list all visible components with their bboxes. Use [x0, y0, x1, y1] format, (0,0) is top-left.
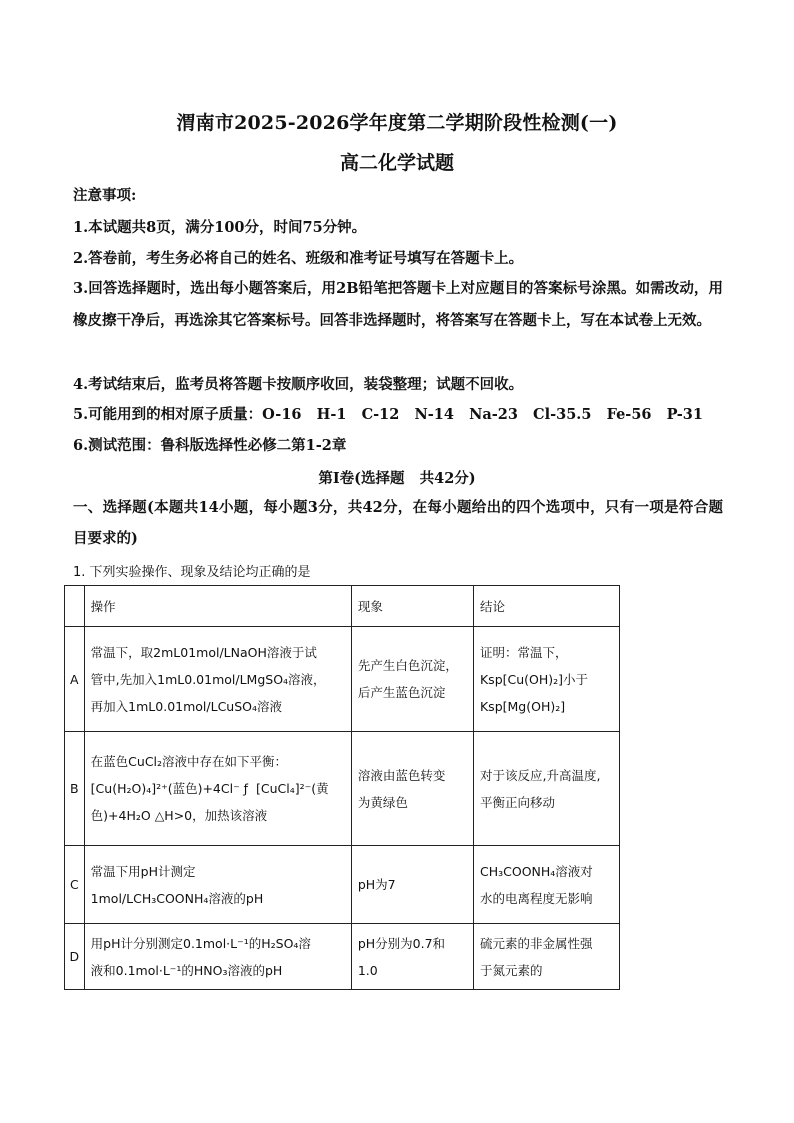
conclusion-cell: [473, 627, 619, 732]
phenomenon-line: 为黄绿色: [357, 794, 408, 810]
header-cell-operation: 操作: [84, 586, 351, 627]
operation-cell: [84, 846, 351, 924]
conclusion-line: 于氮元素的: [479, 962, 543, 978]
conclusion-cell: [473, 924, 619, 990]
operation-line: 1mol/LCH₃COONH₄溶液的pH: [90, 890, 264, 906]
option-label: C: [65, 846, 85, 924]
phenomenon-line: 后产生蓝色沉淀: [357, 685, 446, 700]
table-row: [65, 627, 620, 732]
notice-item-1: 1.本试题共8页，满分100分，时间75分钟。: [73, 219, 367, 236]
phenomenon-cell: [351, 924, 473, 990]
header-cell-option: [65, 586, 85, 627]
operation-line: 常温下，取2mL01mol/LNaOH溶液于试: [90, 644, 317, 660]
operation-line: [Cu(H₂O)₄]²⁺(蓝色)+4Cl⁻ ƒ [CuCl₄]²⁻(黄: [90, 781, 329, 796]
part-one-instructions: 一、选择题(本题共14小题，每小题3分，共42分，在每小题给出的四个选项中，只有一项是符合题目要求的): [73, 499, 723, 547]
table-row: [65, 924, 620, 990]
operation-cell: [84, 732, 351, 846]
phenomenon-cell: [351, 846, 473, 924]
phenomenon-line: pH分别为0.7和: [357, 935, 446, 951]
option-label: D: [65, 924, 85, 990]
conclusion-cell: [473, 732, 619, 846]
operation-line: 管中,先加入1mL0.01mol/LMgSO₄溶液，: [90, 671, 326, 687]
conclusion-line: 对于该反应,升高温度,: [479, 767, 601, 783]
section-title: 第Ⅰ卷(选择题 共42分): [318, 470, 476, 487]
question-1-table: [64, 585, 620, 990]
exam-title: 渭南市2025-2026学年度第二学期阶段性检测(一): [176, 112, 618, 134]
operation-line: 再加入1mL0.01mol/LCuSO₄溶液: [90, 698, 283, 714]
conclusion-line: Ksp[Cu(OH)₂]小于: [479, 671, 589, 687]
notice-item-2: 2.答卷前，考生务必将自己的姓名、班级和准考证号填写在答题卡上。: [73, 250, 524, 267]
option-label: A: [65, 627, 85, 732]
conclusion-line: CH₃COONH₄溶液对: [479, 863, 593, 879]
operation-line: 色)+4H₂O △H>0，加热该溶液: [90, 808, 268, 823]
notice-item-3: 3.回答选择题时，选出每小题答案后，用2B铅笔把答题卡上对应题目的答案标号涂黑。如需改动，用橡皮擦干净后，再选涂其它答案标号。回答非选择题时，将答案写在答题卡上，写在本试卷上无效。: [73, 280, 723, 329]
question-1-stem: 1. 下列实验操作、现象及结论均正确的是: [73, 565, 311, 580]
conclusion-line: 平衡正向移动: [479, 794, 555, 810]
table-header-row: [65, 586, 620, 627]
header-cell-phenomenon: 现象: [351, 586, 473, 627]
phenomenon-cell: [351, 627, 473, 732]
option-label: B: [65, 732, 85, 846]
table-row: [65, 846, 620, 924]
phenomenon-line: 1.0: [357, 962, 378, 978]
operation-line: 常温下用pH计测定: [90, 863, 196, 879]
operation-line: 用pH计分别测定0.1mol·L⁻¹的H₂SO₄溶: [90, 935, 311, 951]
phenomenon-line: 溶液由蓝色转变: [357, 767, 446, 783]
notice-heading: 注意事项:: [73, 187, 137, 204]
conclusion-line: 证明：常温下，: [479, 644, 568, 660]
exam-subtitle: 高二化学试题: [339, 152, 454, 174]
operation-cell: [84, 627, 351, 732]
notice-item-4: 4.考试结束后，监考员将答题卡按顺序收回，装袋整理；试题不回收。: [73, 376, 524, 393]
header-cell-conclusion: 结论: [473, 586, 619, 627]
conclusion-cell: [473, 846, 619, 924]
phenomenon-cell: [351, 732, 473, 846]
phenomenon-line: 先产生白色沉淀，: [357, 658, 458, 673]
conclusion-line: 水的电离程度无影响: [479, 890, 593, 906]
notice-item-6: 6.测试范围：鲁科版选择性必修二第1-2章: [73, 437, 347, 454]
operation-cell: [84, 924, 351, 990]
operation-line: 在蓝色CuCl₂溶液中存在如下平衡：: [90, 754, 288, 769]
phenomenon-line: pH为7: [357, 877, 396, 892]
conclusion-line: Ksp[Mg(OH)₂]: [479, 698, 566, 714]
operation-line: 液和0.1mol·L⁻¹的HNO₃溶液的pH: [90, 962, 283, 978]
table-row: [65, 732, 620, 846]
notice-item-5: 5.可能用到的相对原子质量：O-16 H-1 C-12 N-14 Na-23 Cl-35.5 Fe-56 P-31: [73, 406, 703, 423]
conclusion-line: 硫元素的非金属性强: [479, 935, 593, 951]
